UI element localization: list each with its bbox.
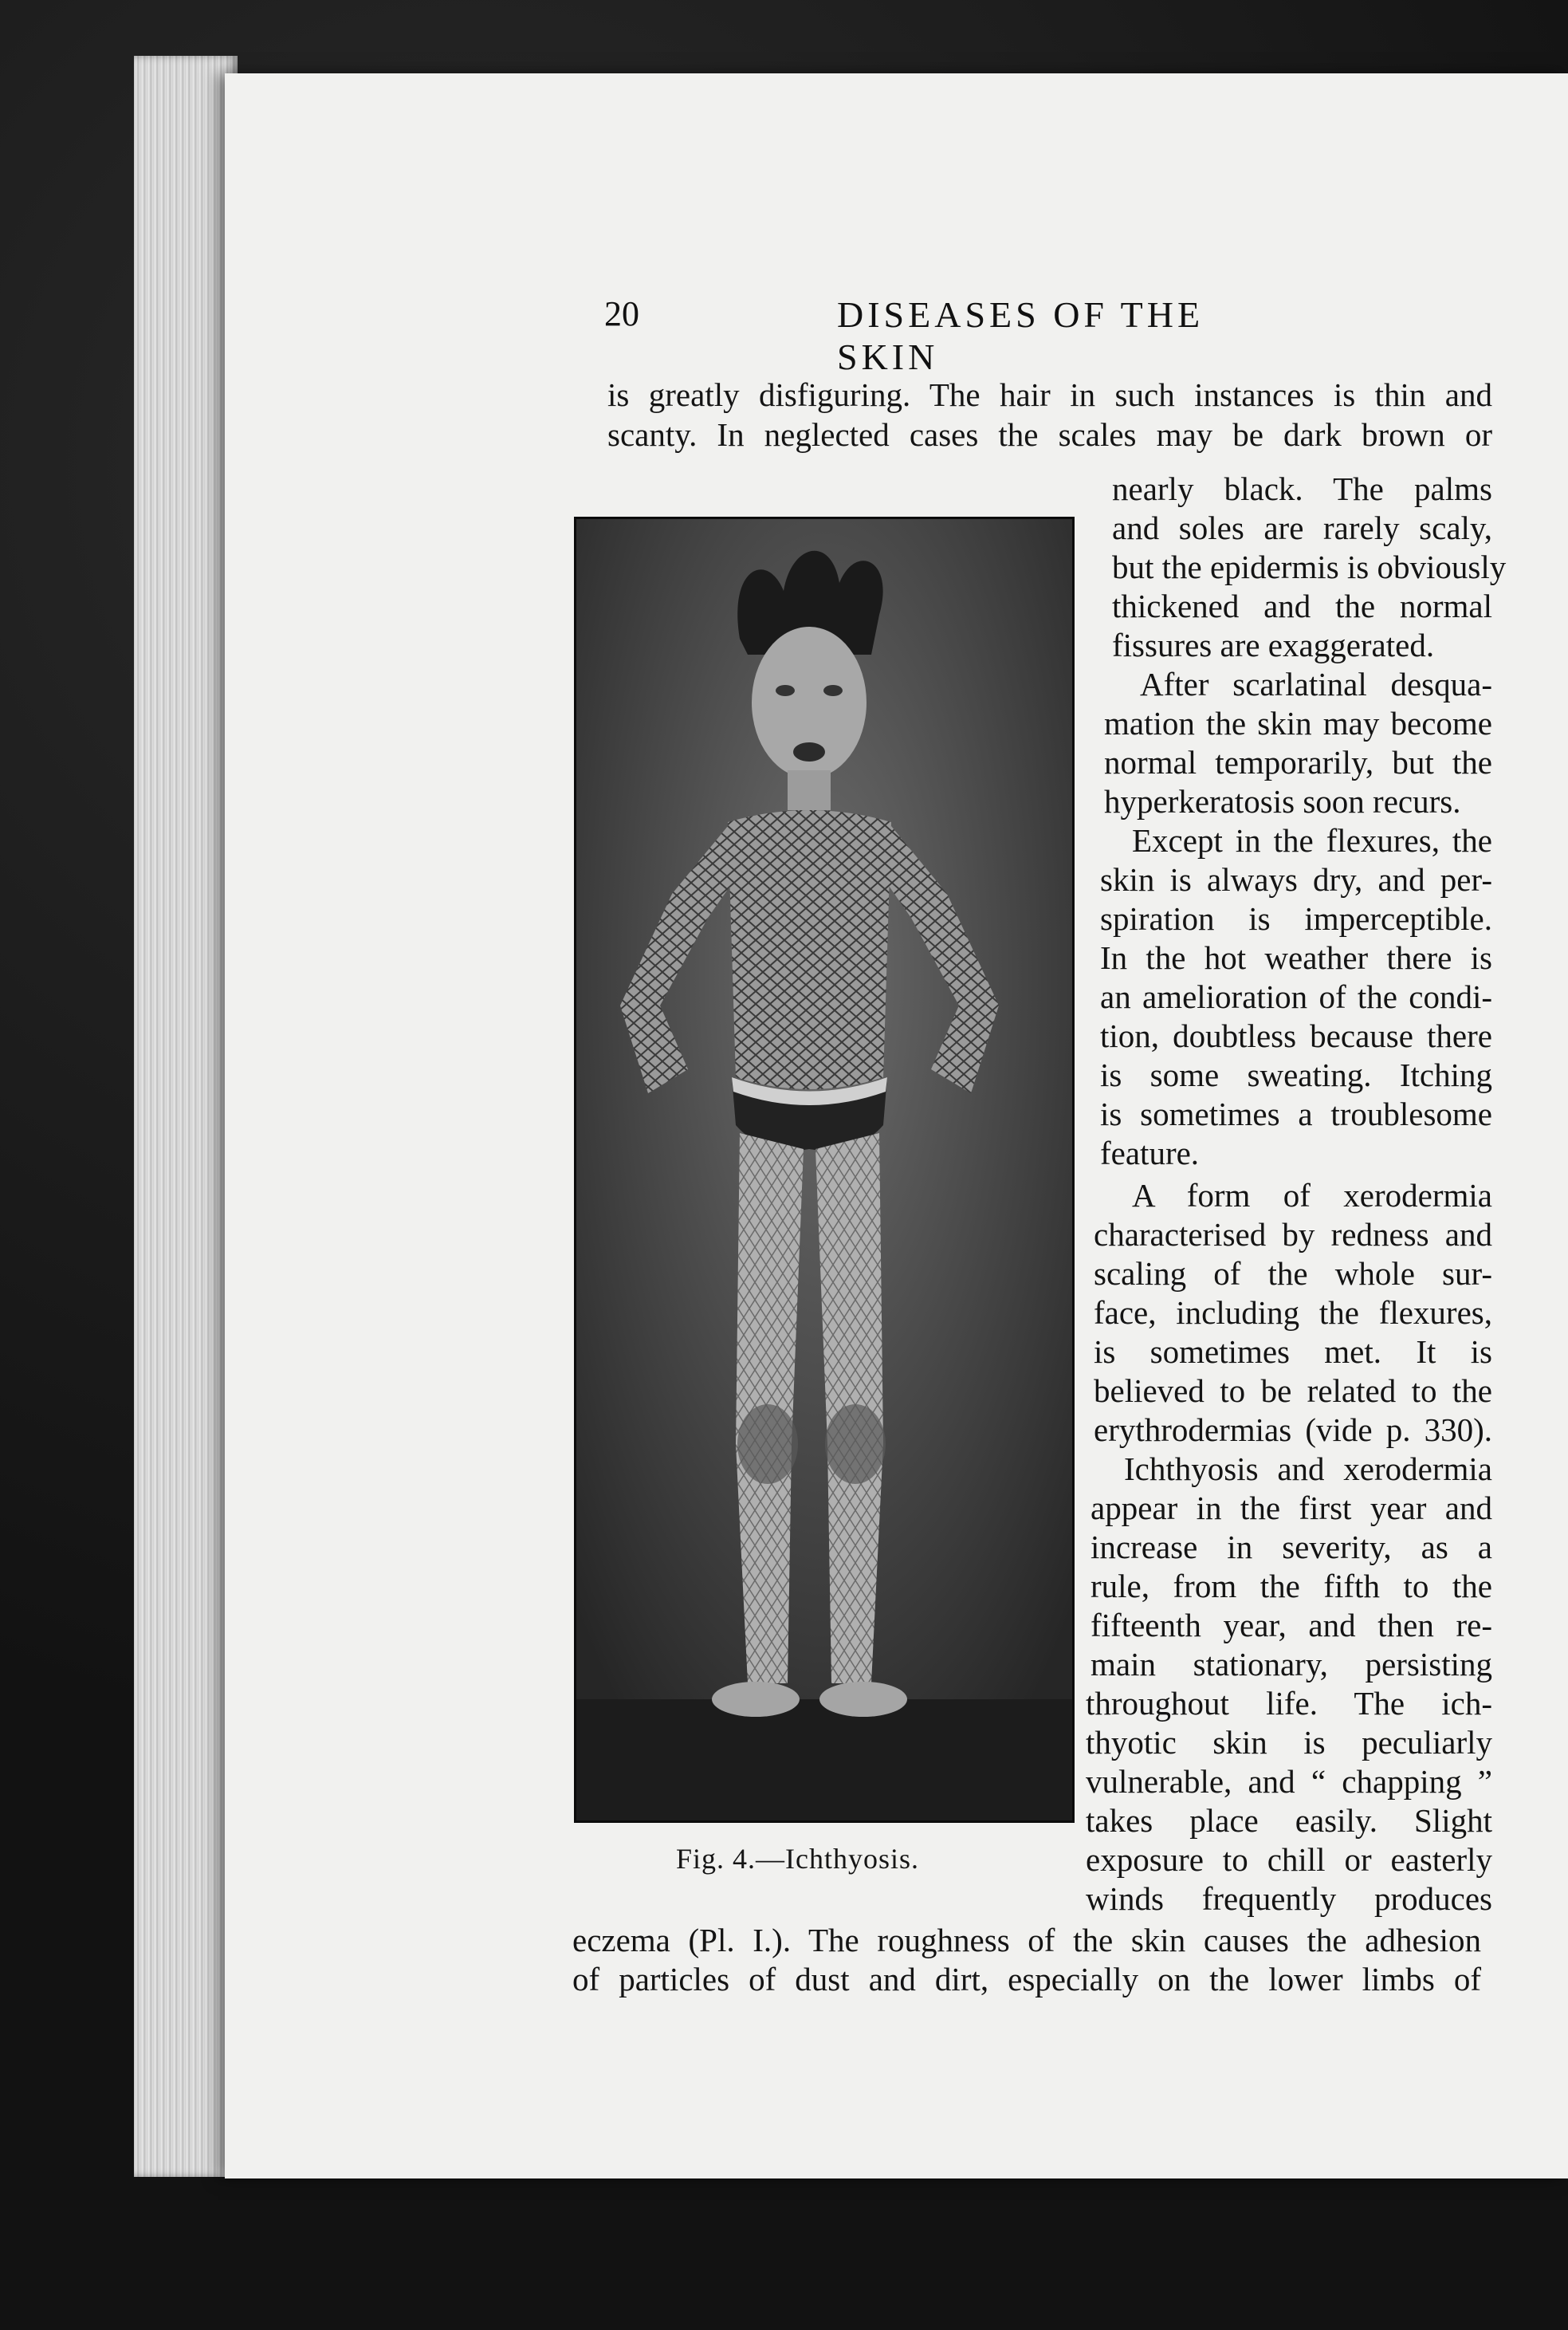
body-text-line: feature.: [1100, 1135, 1200, 1171]
body-text-line: is sometimes met. It is: [1094, 1333, 1492, 1370]
body-text-line: After scarlatinal desqua-: [1140, 666, 1492, 703]
body-text-line: eczema (Pl. I.). The roughness of the skin causes the adhesion: [572, 1922, 1481, 1958]
book-page-edges: [134, 56, 238, 2177]
body-text-line: thyotic skin is peculiarly: [1086, 1724, 1492, 1761]
body-text-line: winds frequently produces: [1086, 1880, 1492, 1917]
body-text-line: spiration is imperceptible.: [1100, 900, 1492, 937]
figure-photograph: [574, 517, 1075, 1823]
body-text-line: is greatly disfiguring. The hair in such instances is thin and: [607, 376, 1492, 413]
body-text-line: is some sweating. Itching: [1100, 1057, 1492, 1093]
body-text-line: characterised by redness and: [1094, 1216, 1492, 1253]
figure-caption: Fig. 4.—Ichthyosis.: [676, 1843, 920, 1875]
body-text-line: mation the skin may become: [1104, 705, 1492, 742]
body-text-line: Ichthyosis and xerodermia: [1124, 1450, 1492, 1487]
body-text-line: face, including the flexures,: [1094, 1294, 1492, 1331]
page-number: 20: [604, 294, 639, 333]
body-text-line: of particles of dust and dirt, especially on the lower limbs of: [572, 1961, 1481, 1997]
body-text-line: an amelioration of the condi-: [1100, 978, 1492, 1015]
body-text-line: Except in the flexures, the: [1132, 822, 1492, 859]
body-text-line: main stationary, persisting: [1091, 1646, 1492, 1683]
body-text-line: increase in severity, as a: [1091, 1529, 1492, 1565]
body-text-line: In the hot weather there is: [1100, 939, 1492, 976]
body-text-line: is sometimes a troublesome: [1100, 1096, 1492, 1132]
body-text-line: exposure to chill or easterly: [1086, 1841, 1492, 1878]
body-text-line: fissures are exaggerated.: [1112, 627, 1435, 663]
body-text-line: nearly black. The palms: [1112, 470, 1492, 507]
body-text-line: throughout life. The ich-: [1086, 1685, 1492, 1722]
body-text-line: tion, doubtless because there: [1100, 1017, 1492, 1054]
body-text-line: normal temporarily, but the: [1104, 744, 1492, 781]
body-text-line: fifteenth year, and then re-: [1091, 1607, 1492, 1643]
body-text-line: appear in the first year and: [1091, 1490, 1492, 1526]
body-text-line: erythrodermias (vide p. 330).: [1094, 1411, 1492, 1448]
body-text-line: believed to be related to the: [1094, 1372, 1492, 1409]
body-text-line: and soles are rarely scaly,: [1112, 510, 1492, 546]
body-text-line: rule, from the fifth to the: [1091, 1568, 1492, 1604]
body-text-line: vulnerable, and “ chapping ”: [1086, 1763, 1492, 1800]
body-text-line: but the epidermis is obviously: [1112, 549, 1507, 585]
body-text-line: hyperkeratosis soon recurs.: [1104, 783, 1461, 820]
body-text-line: thickened and the normal: [1112, 588, 1492, 624]
body-text-line: scaling of the whole sur-: [1094, 1255, 1492, 1292]
body-text-line: skin is always dry, and per-: [1100, 861, 1492, 898]
ichthyosis-patient-photo: [576, 519, 1072, 1820]
body-text-line: scanty. In neglected cases the scales may be dark brown or: [607, 416, 1492, 453]
body-text-line: takes place easily. Slight: [1086, 1802, 1492, 1839]
body-text-line: A form of xerodermia: [1132, 1177, 1492, 1214]
running-head: DISEASES OF THE SKIN: [837, 294, 1204, 377]
